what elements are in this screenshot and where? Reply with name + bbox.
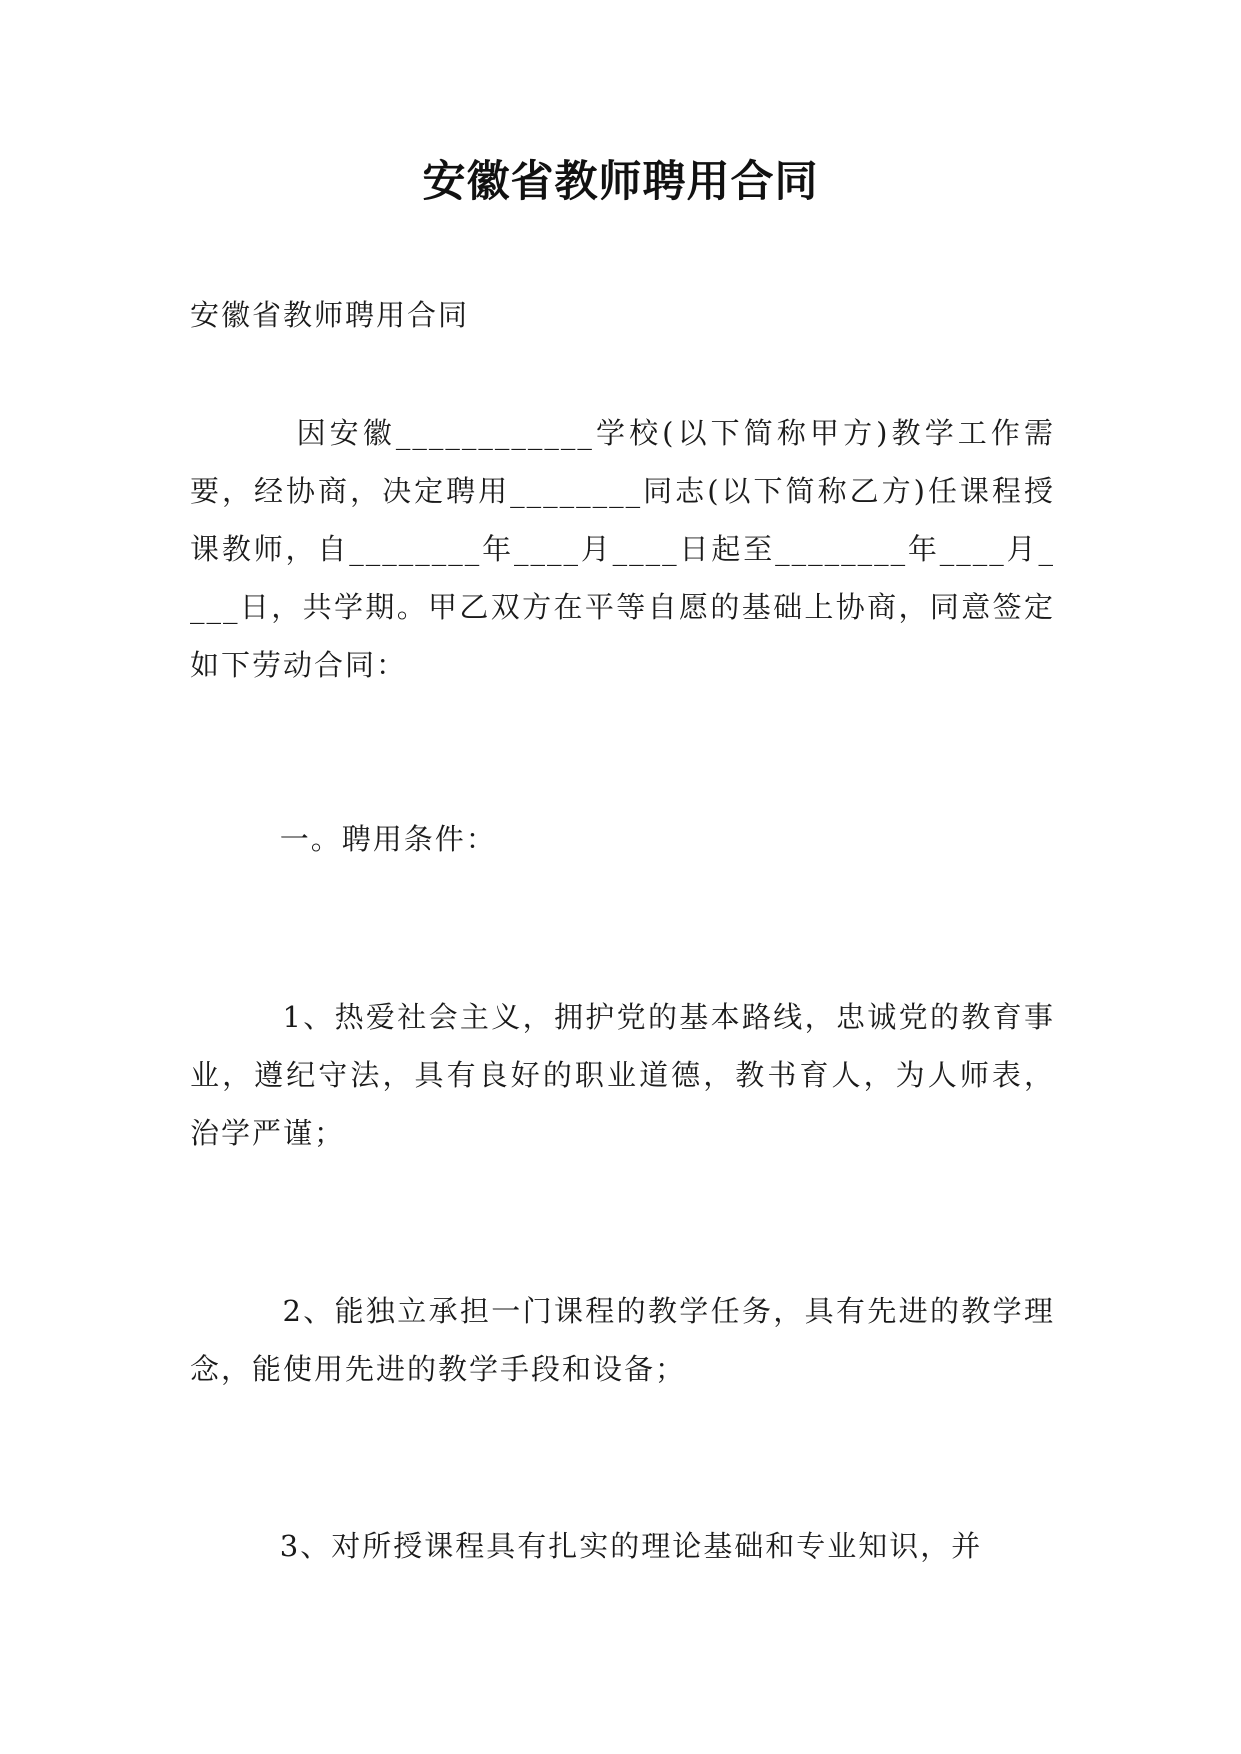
document-subtitle: 安徽省教师聘用合同 (190, 298, 470, 332)
condition-item-3: 3、对所授课程具有扎实的理论基础和专业知识，并 (190, 1529, 983, 1563)
condition-item-1: 1、热爱社会主义，拥护党的基本路线，忠诚党的教育事业，遵纪守法，具有良好的职业道德，教书育人，为人师表，治学严谨； (190, 1000, 1056, 1150)
condition-item-2: 2、能独立承担一门课程的教学任务，具有先进的教学理念，能使用先进的教学手段和设备； (190, 1294, 1056, 1386)
document-title: 安徽省教师聘用合同 (422, 157, 819, 207)
section-heading-employment-conditions: 一。聘用条件： (190, 822, 497, 856)
intro-paragraph: 因安徽____________学校(以下简称甲方)教学工作需要，经协商，决定聘用________同志(以下简称乙方)任课程授课教师，自________年____月____日起至________年____月____日，共学期。甲乙双方在平等自愿的基础上协商，同意签定如下劳动合同： (190, 416, 1055, 682)
